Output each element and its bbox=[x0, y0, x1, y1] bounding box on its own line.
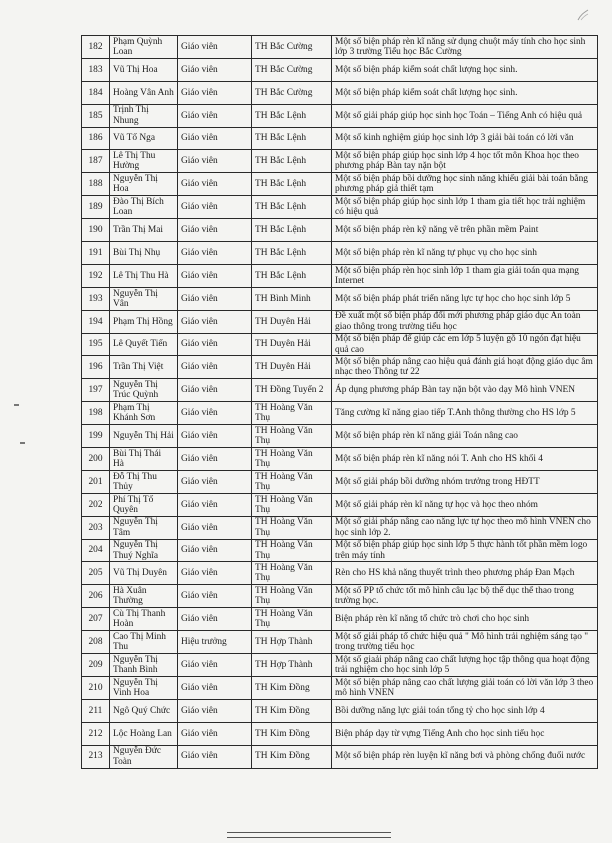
position-cell: Giáo viên bbox=[178, 379, 252, 402]
row-number-cell: 190 bbox=[82, 219, 110, 242]
initiative-title-cell: Một số PP tổ chức tốt mô hình câu lạc bộ thể dục thể thao trong trường học. bbox=[332, 585, 598, 608]
position-cell: Giáo viên bbox=[178, 470, 252, 493]
position-cell: Giáo viên bbox=[178, 196, 252, 219]
school-name-cell: TH Bắc Lệnh bbox=[252, 150, 332, 173]
row-number-cell: 213 bbox=[82, 745, 110, 768]
teacher-name-cell: Cao Thị Minh Thu bbox=[110, 631, 178, 654]
school-name-cell: TH Bắc Lệnh bbox=[252, 196, 332, 219]
table-row bbox=[82, 699, 598, 722]
school-name-cell: TH Bắc Lệnh bbox=[252, 219, 332, 242]
school-name-cell: TH Đồng Tuyển 2 bbox=[252, 379, 332, 402]
position-cell: Giáo viên bbox=[178, 562, 252, 585]
initiative-title-cell: Một số biện pháp giúp học sinh lớp 4 học tốt môn Khoa học theo phương pháp Bàn tay nặn bột bbox=[332, 150, 598, 173]
table-row bbox=[82, 81, 598, 104]
table-row bbox=[82, 173, 598, 196]
table-row bbox=[82, 448, 598, 471]
initiative-title-cell: Một số biện pháp phát triển năng lực tự học cho học sinh lớp 5 bbox=[332, 287, 598, 310]
teacher-name-cell: Trịnh Thị Nhung bbox=[110, 104, 178, 127]
school-name-cell: TH Duyên Hải bbox=[252, 333, 332, 356]
row-number-cell: 206 bbox=[82, 585, 110, 608]
school-name-cell: TH Duyên Hải bbox=[252, 356, 332, 379]
table-row bbox=[82, 104, 598, 127]
teacher-name-cell: Lê Thị Thu Hà bbox=[110, 264, 178, 287]
teacher-name-cell: Lộc Hoàng Lan bbox=[110, 722, 178, 745]
row-number-cell: 205 bbox=[82, 562, 110, 585]
school-name-cell: TH Bắc Lệnh bbox=[252, 104, 332, 127]
initiative-title-cell: Một số giải pháp rèn kĩ năng tự học và học theo nhóm bbox=[332, 493, 598, 516]
row-number-cell: 198 bbox=[82, 402, 110, 425]
teacher-name-cell: Phí Thị Tố Quyên bbox=[110, 493, 178, 516]
teacher-name-cell: Phạm Quỳnh Loan bbox=[110, 36, 178, 59]
school-name-cell: TH Hoàng Văn Thụ bbox=[252, 516, 332, 539]
teacher-name-cell: Nguyễn Thị Vân bbox=[110, 287, 178, 310]
position-cell: Giáo viên bbox=[178, 150, 252, 173]
position-cell: Giáo viên bbox=[178, 493, 252, 516]
initiative-title-cell: Một số biện pháp kiểm soát chất lượng học sinh. bbox=[332, 58, 598, 81]
row-number-cell: 203 bbox=[82, 516, 110, 539]
teacher-name-cell: Trần Thị Việt bbox=[110, 356, 178, 379]
position-cell: Giáo viên bbox=[178, 608, 252, 631]
position-cell: Giáo viên bbox=[178, 516, 252, 539]
school-name-cell: TH Bình Minh bbox=[252, 287, 332, 310]
school-name-cell: TH Hoàng Văn Thụ bbox=[252, 539, 332, 562]
table-row bbox=[82, 539, 598, 562]
row-number-cell: 195 bbox=[82, 333, 110, 356]
school-name-cell: TH Bắc Lệnh bbox=[252, 127, 332, 150]
position-cell: Giáo viên bbox=[178, 242, 252, 265]
teacher-name-cell: Bùi Thị Nhụ bbox=[110, 242, 178, 265]
initiative-title-cell: Áp dụng phương pháp Bàn tay nặn bột vào dạy Mô hình VNEN bbox=[332, 379, 598, 402]
table-row bbox=[82, 127, 598, 150]
position-cell: Giáo viên bbox=[178, 310, 252, 333]
teacher-name-cell: Phạm Thị Hồng bbox=[110, 310, 178, 333]
teacher-name-cell: Hoàng Vân Anh bbox=[110, 81, 178, 104]
school-name-cell: TH Hoàng Văn Thụ bbox=[252, 585, 332, 608]
margin-mark bbox=[20, 442, 25, 444]
school-name-cell: TH Hoàng Văn Thụ bbox=[252, 448, 332, 471]
position-cell: Giáo viên bbox=[178, 219, 252, 242]
teacher-name-cell: Ngô Quý Chức bbox=[110, 699, 178, 722]
table-row bbox=[82, 493, 598, 516]
table-row bbox=[82, 470, 598, 493]
table-row bbox=[82, 516, 598, 539]
table-row bbox=[82, 242, 598, 265]
table-body bbox=[82, 36, 598, 769]
position-cell: Giáo viên bbox=[178, 539, 252, 562]
position-cell: Giáo viên bbox=[178, 104, 252, 127]
teacher-name-cell: Bùi Thị Thái Hà bbox=[110, 448, 178, 471]
initiative-title-cell: Biện pháp dạy từ vựng Tiếng Anh cho học sinh tiểu học bbox=[332, 722, 598, 745]
position-cell: Giáo viên bbox=[178, 654, 252, 677]
table-row bbox=[82, 264, 598, 287]
row-number-cell: 199 bbox=[82, 425, 110, 448]
table-row bbox=[82, 219, 598, 242]
table-row bbox=[82, 562, 598, 585]
initiative-title-cell: Đề xuất một số biện pháp đổi mới phương pháp giáo dục An toàn giao thông trong trường tiểu học bbox=[332, 310, 598, 333]
position-cell: Giáo viên bbox=[178, 287, 252, 310]
page-corner-mark-icon bbox=[576, 8, 590, 22]
teacher-name-cell: Nguyễn Thị Trúc Quỳnh bbox=[110, 379, 178, 402]
teacher-name-cell: Vũ Thị Duyên bbox=[110, 562, 178, 585]
initiative-title-cell: Một số biện pháp rèn kĩ năng tự phục vụ cho học sinh bbox=[332, 242, 598, 265]
teacher-name-cell: Trần Thị Mai bbox=[110, 219, 178, 242]
table-row bbox=[82, 150, 598, 173]
position-cell: Giáo viên bbox=[178, 127, 252, 150]
teacher-name-cell: Nguyễn Thị Hải bbox=[110, 425, 178, 448]
position-cell: Giáo viên bbox=[178, 699, 252, 722]
table-row bbox=[82, 333, 598, 356]
table-row bbox=[82, 745, 598, 768]
initiative-title-cell: Một số giải pháp nâng cao năng lực tự học theo mô hình VNEN cho học sinh lớp 2. bbox=[332, 516, 598, 539]
table-row bbox=[82, 287, 598, 310]
teacher-name-cell: Nguyễn Thị Thuý Nghĩa bbox=[110, 539, 178, 562]
row-number-cell: 194 bbox=[82, 310, 110, 333]
initiative-title-cell: Một số biện pháp nâng cao hiệu quả đánh giá hoạt động giáo dục âm nhạc theo Thông tư 22 bbox=[332, 356, 598, 379]
school-name-cell: TH Bắc Cường bbox=[252, 36, 332, 59]
school-name-cell: TH Bắc Lệnh bbox=[252, 264, 332, 287]
school-name-cell: TH Hoàng Văn Thụ bbox=[252, 562, 332, 585]
initiative-title-cell: Biện pháp rèn kĩ năng tổ chức trò chơi cho học sinh bbox=[332, 608, 598, 631]
position-cell: Giáo viên bbox=[178, 333, 252, 356]
school-name-cell: TH Bắc Cường bbox=[252, 81, 332, 104]
position-cell: Giáo viên bbox=[178, 745, 252, 768]
table-row bbox=[82, 676, 598, 699]
initiative-title-cell: Một số biện pháp bồi dưỡng học sinh năng khiếu giải bài toán bằng phương pháp giả thiết tạm bbox=[332, 173, 598, 196]
row-number-cell: 209 bbox=[82, 654, 110, 677]
table-row bbox=[82, 58, 598, 81]
teacher-name-cell: Hà Xuân Thường bbox=[110, 585, 178, 608]
position-cell: Giáo viên bbox=[178, 425, 252, 448]
position-cell: Giáo viên bbox=[178, 402, 252, 425]
position-cell: Giáo viên bbox=[178, 81, 252, 104]
row-number-cell: 208 bbox=[82, 631, 110, 654]
school-name-cell: TH Kim Đồng bbox=[252, 676, 332, 699]
teacher-name-cell: Nguyễn Đức Toàn bbox=[110, 745, 178, 768]
row-number-cell: 201 bbox=[82, 470, 110, 493]
table-row bbox=[82, 356, 598, 379]
position-cell: Giáo viên bbox=[178, 264, 252, 287]
row-number-cell: 211 bbox=[82, 699, 110, 722]
row-number-cell: 193 bbox=[82, 287, 110, 310]
position-cell: Giáo viên bbox=[178, 58, 252, 81]
table-row bbox=[82, 310, 598, 333]
teacher-name-cell: Lê Thị Thu Hường bbox=[110, 150, 178, 173]
initiative-title-cell: Tăng cường kĩ năng giao tiếp T.Anh thông thường cho HS lớp 5 bbox=[332, 402, 598, 425]
school-name-cell: TH Kim Đồng bbox=[252, 722, 332, 745]
row-number-cell: 204 bbox=[82, 539, 110, 562]
teacher-name-cell: Đào Thị Bích Loan bbox=[110, 196, 178, 219]
school-name-cell: TH Bắc Lệnh bbox=[252, 242, 332, 265]
school-name-cell: TH Duyên Hải bbox=[252, 310, 332, 333]
teacher-name-cell: Nguyễn Thị Vinh Hoa bbox=[110, 676, 178, 699]
initiative-title-cell: Một số biện pháp rèn luyện kĩ năng bơi và phòng chống đuối nước bbox=[332, 745, 598, 768]
initiative-title-cell: Rèn cho HS khả năng thuyết trình theo phương pháp Đan Mạch bbox=[332, 562, 598, 585]
school-name-cell: TH Hợp Thành bbox=[252, 654, 332, 677]
row-number-cell: 207 bbox=[82, 608, 110, 631]
initiative-title-cell: Một số giải pháp bồi dưỡng nhóm trưởng trong HĐTT bbox=[332, 470, 598, 493]
school-name-cell: TH Bắc Lệnh bbox=[252, 173, 332, 196]
school-name-cell: TH Bắc Cường bbox=[252, 58, 332, 81]
school-name-cell: TH Hoàng Văn Thụ bbox=[252, 425, 332, 448]
initiative-title-cell: Một số biện pháp rèn kỹ năng vẽ trên phần mềm Paint bbox=[332, 219, 598, 242]
teacher-name-cell: Nguyễn Thị Hoa bbox=[110, 173, 178, 196]
position-cell: Giáo viên bbox=[178, 585, 252, 608]
initiative-title-cell: Một số biện pháp giúp học sinh lớp 1 tham gia tiết học trải nghiệm có hiệu quả bbox=[332, 196, 598, 219]
teacher-name-cell: Phạm Thị Khánh Sơn bbox=[110, 402, 178, 425]
position-cell: Hiệu trưởng bbox=[178, 631, 252, 654]
table-row bbox=[82, 654, 598, 677]
row-number-cell: 197 bbox=[82, 379, 110, 402]
table-row bbox=[82, 425, 598, 448]
school-name-cell: TH Kim Đồng bbox=[252, 699, 332, 722]
row-number-cell: 187 bbox=[82, 150, 110, 173]
school-name-cell: TH Hoàng Văn Thụ bbox=[252, 608, 332, 631]
page-footer-rule bbox=[227, 832, 391, 838]
school-name-cell: TH Hoàng Văn Thụ bbox=[252, 493, 332, 516]
teacher-name-cell: Nguyễn Thị Tâm bbox=[110, 516, 178, 539]
initiative-title-cell: Một số biện pháp rèn kĩ năng giải Toán nâng cao bbox=[332, 425, 598, 448]
initiative-title-cell: Một số giaải pháp nâng cao chất lượng học tập thông qua hoạt động trải nghiệm cho học sinh lớp 5 bbox=[332, 654, 598, 677]
row-number-cell: 212 bbox=[82, 722, 110, 745]
table-row bbox=[82, 722, 598, 745]
table-row bbox=[82, 36, 598, 59]
row-number-cell: 189 bbox=[82, 196, 110, 219]
position-cell: Giáo viên bbox=[178, 676, 252, 699]
position-cell: Giáo viên bbox=[178, 356, 252, 379]
table-row bbox=[82, 402, 598, 425]
school-name-cell: TH Kim Đồng bbox=[252, 745, 332, 768]
initiative-title-cell: Một số kinh nghiệm giúp học sinh lớp 3 giải bài toán có lời văn bbox=[332, 127, 598, 150]
row-number-cell: 183 bbox=[82, 58, 110, 81]
row-number-cell: 186 bbox=[82, 127, 110, 150]
school-name-cell: TH Hoàng Văn Thụ bbox=[252, 470, 332, 493]
margin-mark bbox=[14, 404, 19, 406]
initiative-title-cell: Một số biện pháp để giúp các em lớp 5 luyện gõ 10 ngón đạt hiệu quả cao bbox=[332, 333, 598, 356]
position-cell: Giáo viên bbox=[178, 36, 252, 59]
row-number-cell: 184 bbox=[82, 81, 110, 104]
teacher-name-cell: Cù Thị Thanh Hoàn bbox=[110, 608, 178, 631]
initiative-title-cell: Một số biện pháp giúp học sinh lớp 5 thực hành tốt phần mềm logo trên máy tính bbox=[332, 539, 598, 562]
row-number-cell: 182 bbox=[82, 36, 110, 59]
initiative-table bbox=[81, 35, 598, 769]
row-number-cell: 188 bbox=[82, 173, 110, 196]
school-name-cell: TH Hợp Thành bbox=[252, 631, 332, 654]
initiative-title-cell: Một số giải pháp tổ chức hiệu quả " Mô hình trải nghiệm sáng tạo " trong trường tiểu học bbox=[332, 631, 598, 654]
initiative-title-cell: Một số biện pháp kiểm soát chất lượng học sinh. bbox=[332, 81, 598, 104]
teacher-name-cell: Vũ Tố Nga bbox=[110, 127, 178, 150]
row-number-cell: 191 bbox=[82, 242, 110, 265]
teacher-name-cell: Đỗ Thị Thu Thủy bbox=[110, 470, 178, 493]
teacher-name-cell: Vũ Thị Hoa bbox=[110, 58, 178, 81]
position-cell: Giáo viên bbox=[178, 722, 252, 745]
initiative-title-cell: Một số biện pháp rèn học sinh lớp 1 tham gia giải toán qua mạng Internet bbox=[332, 264, 598, 287]
row-number-cell: 192 bbox=[82, 264, 110, 287]
initiative-title-cell: Một số giải pháp giúp học sinh học Toán – Tiếng Anh có hiệu quả bbox=[332, 104, 598, 127]
position-cell: Giáo viên bbox=[178, 173, 252, 196]
row-number-cell: 185 bbox=[82, 104, 110, 127]
row-number-cell: 200 bbox=[82, 448, 110, 471]
row-number-cell: 202 bbox=[82, 493, 110, 516]
table-row bbox=[82, 631, 598, 654]
initiative-title-cell: Bồi dưỡng năng lực giải toán tổng tỷ cho học sinh lớp 4 bbox=[332, 699, 598, 722]
initiative-title-cell: Một số biện pháp nâng cao chất lượng giải toán có lời văn lớp 3 theo mô hình VNEN bbox=[332, 676, 598, 699]
position-cell: Giáo viên bbox=[178, 448, 252, 471]
table-row bbox=[82, 585, 598, 608]
school-name-cell: TH Hoàng Văn Thụ bbox=[252, 402, 332, 425]
table-row bbox=[82, 608, 598, 631]
teacher-name-cell: Nguyễn Thị Thanh Bình bbox=[110, 654, 178, 677]
teacher-name-cell: Lê Quyết Tiến bbox=[110, 333, 178, 356]
row-number-cell: 210 bbox=[82, 676, 110, 699]
initiative-title-cell: Một số biện pháp rèn kĩ năng sử dụng chuột máy tính cho học sinh lớp 3 trường Tiểu học Bắc Cường bbox=[332, 36, 598, 59]
table-row bbox=[82, 196, 598, 219]
initiative-title-cell: Một số biện pháp rèn kĩ năng nói T. Anh cho HS khối 4 bbox=[332, 448, 598, 471]
row-number-cell: 196 bbox=[82, 356, 110, 379]
table-row bbox=[82, 379, 598, 402]
